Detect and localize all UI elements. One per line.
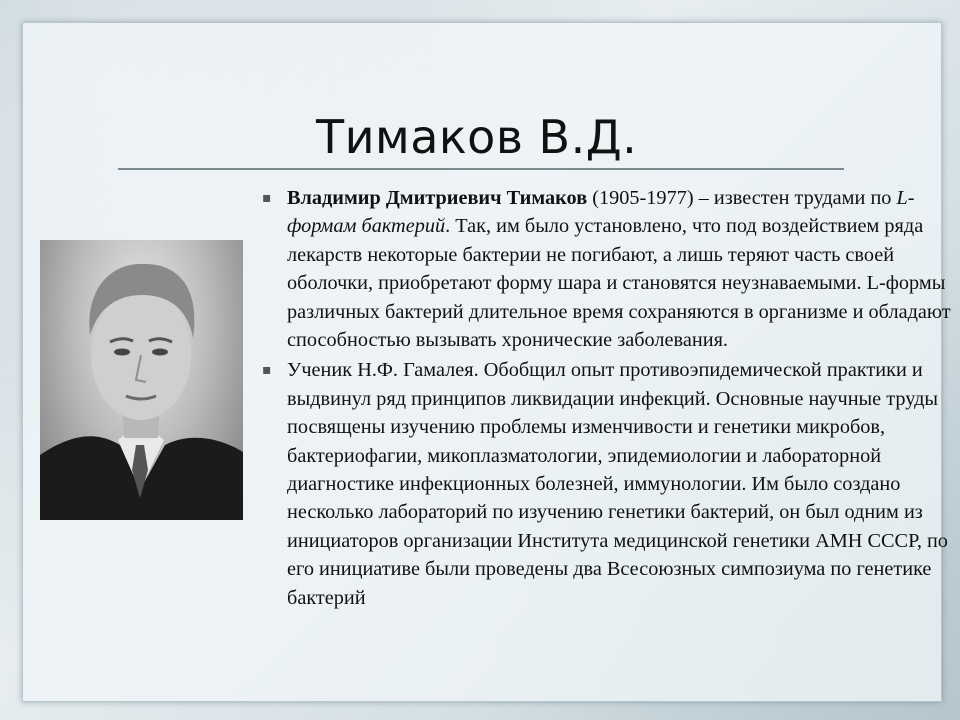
bullet-item-work [262, 356, 952, 612]
bullet-item-biography [262, 184, 952, 354]
bullet-list [262, 184, 952, 612]
bullet-text: Ученик Н.Ф. Гамалея. Обобщил опыт противоэпидемической практики и выдвинул ряд принципов ликвидации инфекций. Основные научные труды посвящены изучению проблемы изменчивости и генетики микробов, бактериофагии, микоплазматологии, эпидемиологии и лабораторной диагностике инфекционных болезней, иммунологии. Им было создано несколько лабораторий по изучению генетики бактерий, он был одним из инициаторов организации Института медицинской генетики АМН СССР, по его инициативе были проведены два Всесоюзных симпозиума по генетике бактерий [287, 359, 948, 609]
portrait-photo [40, 240, 243, 520]
square-bullet-icon: ▪ [262, 362, 272, 379]
slide-title: Тимаков В.Д. [316, 110, 638, 164]
portrait-illustration [40, 240, 243, 520]
title-divider [118, 168, 844, 170]
person-name: Владимир Дмитриевич Тимаков [287, 187, 588, 209]
bullet-text-part1: (1905-1977) – известен трудами по [587, 187, 897, 209]
bullet-italic-term: L-формам бактерий [287, 187, 915, 238]
bullet-text-part2: . Так, им было установлено, что под воздействием ряда лекарств некоторые бактерии не погибают, а лишь теряют часть своей оболочки, приобретают форму шара и становятся неузнаваемыми. L-формы различных бактерий длительное время сохраняются в организме и обладают способностью вызывать хронические заболевания. [287, 215, 951, 352]
bullet-content [262, 184, 952, 614]
square-bullet-icon: ▪ [262, 190, 272, 206]
